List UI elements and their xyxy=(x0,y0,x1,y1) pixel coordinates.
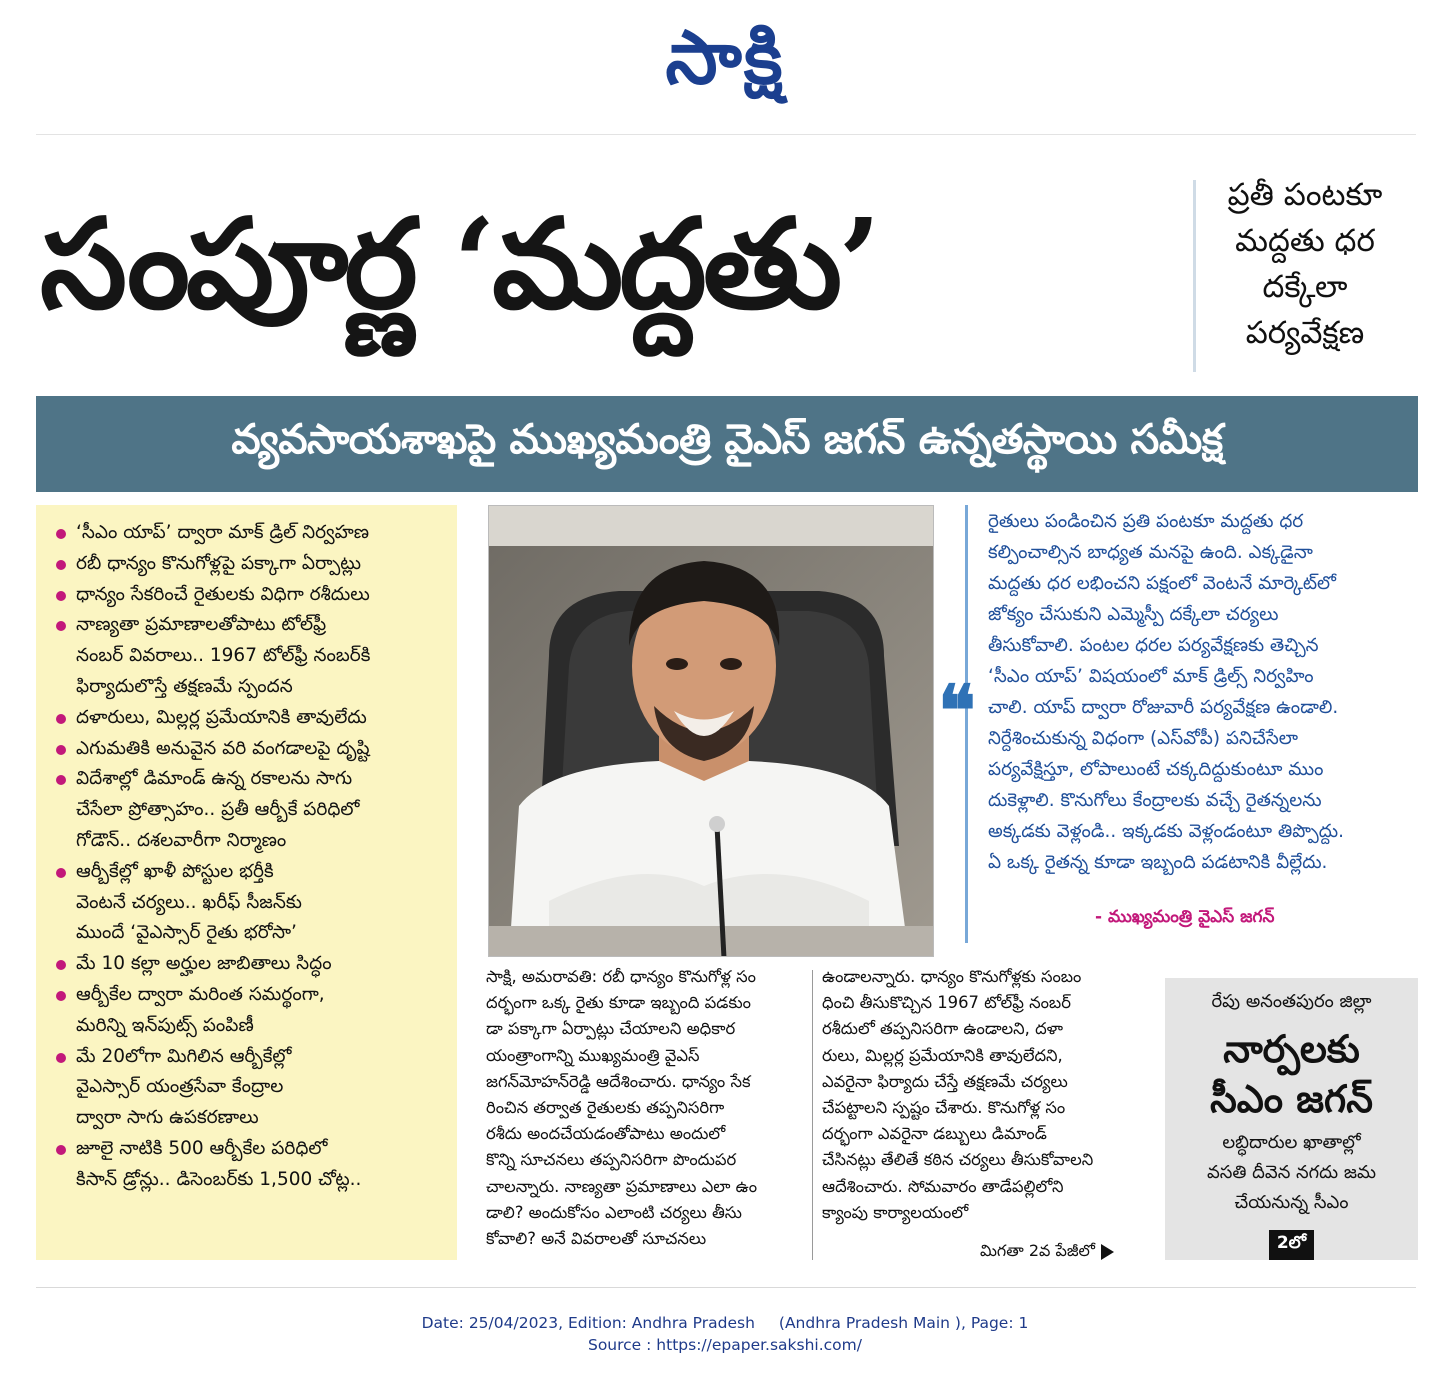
quote-line: మద్దతు ధర లభించని పక్షంలో వెంటనే మార్కెట్‌లో xyxy=(988,573,1336,594)
article-line: రశీదు అందచేయడంతోపాటు అందులో xyxy=(486,1124,726,1144)
page-reference-badge[interactable]: 2లో xyxy=(1269,1230,1314,1260)
subdeck xyxy=(1205,172,1405,356)
article-line: దర్భంగా ఎవరైనా డబ్బులు డిమాండ్ xyxy=(822,1124,1047,1144)
continued-label: మిగతా 2వ పేజీలో xyxy=(980,1241,1096,1260)
article-line: చాలన్నారు. నాణ్యతా ప్రమాణాలు ఎలా ఉం xyxy=(486,1176,758,1196)
sakshi-logo[interactable]: సాక్షి xyxy=(665,14,785,101)
chief-minister-photo xyxy=(488,505,934,957)
top-divider xyxy=(36,134,1416,135)
bullet-dot-icon xyxy=(56,560,66,570)
bullet-dot-icon xyxy=(56,1053,66,1063)
highlight-item xyxy=(52,1134,447,1196)
article-column-2 xyxy=(822,964,1137,1226)
bullet-dot-icon xyxy=(56,621,66,631)
quote-line: చాలి. యాప్ ద్వారా రోజువారీ పర్యవేక్షణ ఉండాలి. xyxy=(988,697,1339,718)
article-line: క్యాంపు కార్యాలయంలో xyxy=(822,1202,969,1222)
highlight-line: ఫిర్యాదులొస్తే తక్షణమే స్పందన xyxy=(76,675,293,697)
column-divider xyxy=(812,970,813,1260)
article-line: రించిన తర్వాత రైతులకు తప్పనిసరిగా xyxy=(486,1098,725,1118)
quote-line: పర్యవేక్షిస్తూ, లోపాలుంటే చక్కదిద్దుకుంటూ ముం xyxy=(988,759,1324,780)
teaser-box xyxy=(1165,978,1418,1260)
highlight-item xyxy=(52,1042,447,1134)
article-line: దర్భంగా ఒక్క రైతు కూడా ఇబ్బంది పడకుం xyxy=(486,993,751,1013)
highlight-line: రబీ ధాన్యం కొనుగోళ్లపై పక్కాగా ఏర్పాట్లు xyxy=(76,552,361,574)
highlight-line: జూలై నాటికి 500 ఆర్బీకేల పరిధిలో xyxy=(76,1137,328,1159)
bottom-divider xyxy=(36,1287,1416,1288)
quote-mark-icon: ❝ xyxy=(938,669,976,752)
subdeck-line: ప్రతీ పంటకూ xyxy=(1227,177,1383,213)
article-line: కొన్ని సూచనలు తప్పనిసరిగా పొందుపర xyxy=(486,1150,737,1170)
bullet-dot-icon xyxy=(56,775,66,785)
quote-line: దుకెళ్లాలి. కొనుగోలు కేంద్రాలకు వచ్చే రైతన్నలను xyxy=(988,790,1322,811)
highlight-item xyxy=(52,764,447,856)
teaser-body-line: చేయనున్న సీఎం xyxy=(1234,1192,1349,1213)
highlight-line: గోడౌన్.. దశలవారీగా నిర్మాణం xyxy=(76,829,287,851)
teaser-kicker: రేపు అనంతపురం జిల్లా xyxy=(1211,991,1372,1012)
bullet-dot-icon xyxy=(56,960,66,970)
bullet-dot-icon xyxy=(56,745,66,755)
highlight-line: మే 10 కల్లా అర్హుల జాబితాలు సిద్ధం xyxy=(76,953,332,975)
highlights-box xyxy=(36,505,457,1260)
article-line: సాక్షి, అమరావతి: రబీ ధాన్యం కొనుగోళ్ల సం xyxy=(486,967,756,986)
highlight-item xyxy=(52,703,447,734)
highlight-line: నంబర్ వివరాలు.. 1967 టోల్‌ఫ్రీ నంబర్‌కి xyxy=(76,645,371,667)
footer-source[interactable]: Source : https://epaper.sakshi.com/ xyxy=(587,1336,862,1354)
banner-title: వ్యవసాయశాఖపై ముఖ్యమంత్రి వైఎస్ జగన్ ఉన్నతస్థాయి సమీక్ష xyxy=(231,415,1223,463)
quote-line: ‘సీఎం యాప్’ విషయంలో మాక్ డ్రిల్స్ నిర్వహిం xyxy=(988,666,1314,687)
article-line: ఎవరైనా ఫిర్యాదు చేస్తే తక్షణమే చర్యలు xyxy=(822,1071,1068,1091)
article-line: రశీదులో తప్పనిసరిగా ఉండాలని, దళా xyxy=(822,1019,1064,1039)
highlight-item xyxy=(52,734,447,765)
subdeck-line: పర్యవేక్షణ xyxy=(1245,315,1365,351)
masthead xyxy=(0,0,1450,125)
continued-link[interactable] xyxy=(980,1241,1114,1264)
bullet-dot-icon xyxy=(56,868,66,878)
teaser-title-line: సీఎం జగన్ xyxy=(1210,1076,1373,1121)
bullet-dot-icon xyxy=(56,591,66,601)
article-line: డాలి? అందుకోసం ఎలాంటి చర్యలు తీసు xyxy=(486,1202,742,1222)
highlight-line: నాణ్యతా ప్రమాణాలతోపాటు టోల్‌ఫ్రీ xyxy=(76,614,327,636)
highlight-item xyxy=(52,580,447,611)
bullet-dot-icon xyxy=(56,991,66,1001)
article-line: చేపట్టాలని స్పష్టం చేశారు. కొనుగోళ్ల సం xyxy=(822,1098,1066,1118)
highlight-line: దళారులు, మిల్లర్ల ప్రమేయానికి తావులేదు xyxy=(76,706,367,728)
pull-quote xyxy=(988,506,1418,878)
photo-illustration xyxy=(489,506,934,957)
bullet-dot-icon xyxy=(56,1145,66,1155)
highlight-line: ధాన్యం సేకరించే రైతులకు విధిగా రశీదులు xyxy=(76,583,370,605)
highlight-item xyxy=(52,980,447,1042)
highlight-item xyxy=(52,518,447,549)
highlight-line: చేసేలా ప్రోత్సాహం.. ప్రతీ ఆర్బీకే పరిధిలో xyxy=(76,799,360,821)
highlight-line: వెంటనే చర్యలు.. ఖరీఫ్ సీజన్‌కు xyxy=(76,891,302,913)
teaser-body-line: వసతి దీవెన నగదు జమ xyxy=(1206,1162,1377,1183)
highlight-line: ‘సీఎం యాప్’ ద్వారా మాక్ డ్రిల్ నిర్వహణ xyxy=(76,522,369,543)
teaser-title-line: నార్పలకు xyxy=(1223,1026,1360,1071)
quote-line: రైతులు పండించిన ప్రతి పంటకూ మద్దతు ధర xyxy=(988,511,1304,532)
quote-line: కల్పించాల్సిన బాధ్యత మనపై ఉంది. ఎక్కడైనా xyxy=(988,542,1313,563)
bullet-dot-icon xyxy=(56,714,66,724)
highlight-line: కిసాన్ డ్రోన్లు.. డిసెంబర్‌కు 1,500 చోట్ల.. xyxy=(76,1168,362,1190)
article-line: ధించి తీసుకొచ్చిన 1967 టోల్‌ఫ్రీ నంబర్ xyxy=(822,993,1071,1013)
highlight-item xyxy=(52,949,447,980)
quote-line: తీసుకోవాలి. పంటల ధరల పర్యవేక్షణకు తెచ్చిన xyxy=(988,635,1319,656)
quote-attribution: - ముఖ్యమంత్రి వైఎస్ జగన్ xyxy=(1095,907,1275,927)
subdeck-line: మద్దతు ధర xyxy=(1235,223,1375,259)
highlight-line: ఆర్బీకేల్లో ఖాళీ పోస్టుల భర్తీకి xyxy=(76,860,274,882)
highlight-item xyxy=(52,610,447,702)
highlight-line: మే 20లోగా మిగిలిన ఆర్బీకేల్లో xyxy=(76,1045,292,1067)
headline-divider xyxy=(1193,180,1196,372)
quote-line: నిర్దేశించుకున్న విధంగా (ఎస్‌వోపీ) పనిచేసేలా xyxy=(988,728,1299,749)
quote-line: ఏ ఒక్క రైతన్న కూడా ఇబ్బంది పడటానికి వీల్లేదు. xyxy=(988,852,1328,873)
highlight-line: విదేశాల్లో డిమాండ్ ఉన్న రకాలను సాగు xyxy=(76,768,353,790)
bullet-dot-icon xyxy=(56,529,66,539)
article-line: రులు, మిల్లర్ల ప్రమేయానికి తావులేదని, xyxy=(822,1045,1063,1065)
highlight-line: ద్వారా సాగు ఉపకరణాలు xyxy=(76,1107,259,1129)
highlight-line: మరిన్ని ఇన్‌పుట్స్ పంపిణీ xyxy=(76,1014,254,1036)
quote-line: జోక్యం చేసుకుని ఎమ్మెస్పీ దక్కేలా చర్యలు xyxy=(988,604,1279,625)
highlight-line: వైఎస్సార్ యంత్రసేవా కేంద్రాల xyxy=(76,1076,284,1098)
page-headline: సంపూర్ణ ‘మద్దతు’ xyxy=(40,192,878,337)
highlight-item xyxy=(52,549,447,580)
article-column-1 xyxy=(486,964,801,1252)
article-line: చేసినట్లు తేలితే కఠిన చర్యలు తీసుకోవాలని xyxy=(822,1150,1094,1170)
highlight-line: ముందే ‘వైఎస్సార్ రైతు భరోసా’ xyxy=(76,922,297,944)
play-arrow-icon xyxy=(1101,1244,1114,1260)
highlight-line: ఆర్బీకేల ద్వారా మరింత సమర్థంగా, xyxy=(76,983,325,1005)
article-line: జగన్‌మోహన్‌రెడ్డి ఆదేశించారు. ధాన్యం సేక xyxy=(486,1071,751,1091)
quote-line: అక్కడకు వెళ్లండి.. ఇక్కడకు వెళ్లండంటూ తిప్పొద్దు. xyxy=(988,821,1344,842)
article-line: డా పక్కాగా ఏర్పాట్లు చేయాలని అధికార xyxy=(486,1019,736,1039)
article-line: ఉండాలన్నారు. ధాన్యం కొనుగోళ్లకు సంబం xyxy=(822,967,1082,986)
footer-page-info: (Andhra Pradesh Main ), Page: 1 xyxy=(778,1314,1029,1332)
footer-date-edition: Date: 25/04/2023, Edition: Andhra Pradesh xyxy=(421,1314,755,1332)
highlight-line: ఎగుమతికి అనువైన వరి వంగడాలపై దృష్టి xyxy=(76,737,370,759)
page-footer xyxy=(0,1312,1450,1356)
section-banner xyxy=(36,396,1418,492)
article-line: యంత్రాంగాన్ని ముఖ్యమంత్రి వైఎస్ xyxy=(486,1045,700,1065)
footer-edition-line xyxy=(0,1312,1450,1334)
article-line: ఆదేశించారు. సోమవారం తాడేపల్లిలోని xyxy=(822,1176,1064,1196)
teaser-body-line: లబ్ధిదారుల ఖాతాల్లో xyxy=(1222,1132,1361,1153)
subdeck-line: దక్కేలా xyxy=(1262,269,1348,305)
article-line: కోవాలి? అనే వివరాలతో సూచనలు xyxy=(486,1229,707,1249)
highlight-item xyxy=(52,857,447,949)
